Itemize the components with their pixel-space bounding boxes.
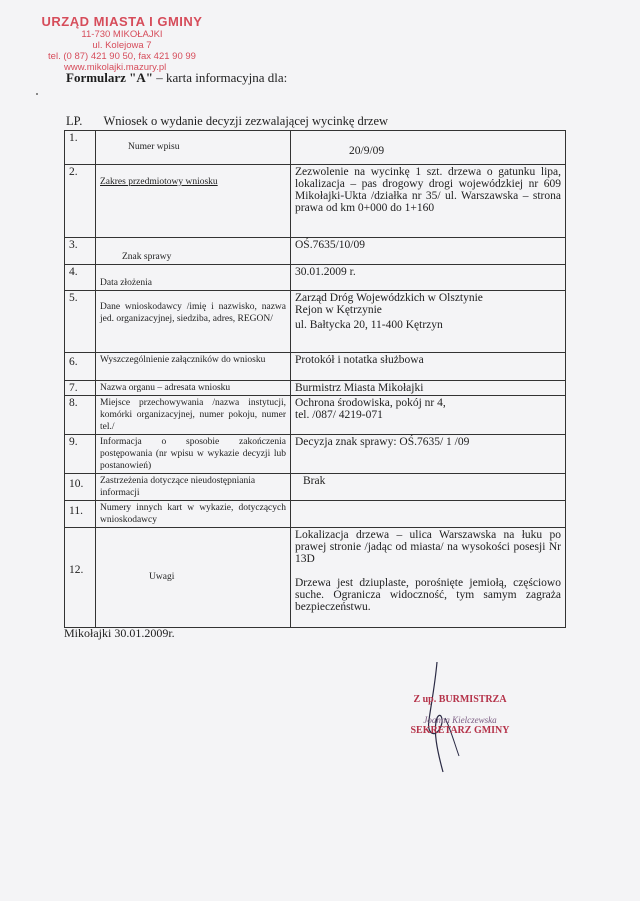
row-label: Dane wnioskodawcy /imię i nazwisko, nazwa jed. organizacyjnej, siedziba, adres, REGON/ xyxy=(96,291,291,353)
row-number: 7. xyxy=(65,381,96,396)
form-heading-rest: – karta informacyjna dla: xyxy=(153,70,288,85)
row-value: OŚ.7635/10/09 xyxy=(291,238,566,265)
signature-stamp-line1: Z up. BURMISTRZA xyxy=(413,694,507,705)
stamp-phone: tel. (0 87) 421 90 50, fax 421 90 99 xyxy=(48,51,196,62)
row-value: Burmistrz Miasta Mikołajki xyxy=(291,381,566,396)
row-label: Numery innych kart w wykazie, dotyczących wnioskodawcy xyxy=(96,501,291,528)
row-label: Miejsce przechowywania /nazwa instytucji, komórki organizacyjnej, numer pokoju, numer tel./ xyxy=(96,396,291,435)
table-row xyxy=(65,265,566,291)
row-label: Nazwa organu – adresata wniosku xyxy=(96,381,291,396)
stamp-postcode: 11-730 MIKOŁAJKI xyxy=(81,29,163,40)
row-value: Decyzja znak sprawy: OŚ.7635/ 1 /09 xyxy=(291,435,566,474)
table-row xyxy=(65,435,566,474)
remarks-location: Lokalizacja drzewa – ulica Warszawska na łuku po prawej stronie /jadąc od miasta/ na wysokości posesji Nr 13D xyxy=(295,529,561,565)
row-number: 12. xyxy=(65,528,96,628)
row-value: 20/9/09 xyxy=(291,131,566,165)
row-value xyxy=(291,501,566,528)
row-value: Protokół i notatka służbowa xyxy=(291,353,566,381)
table-row xyxy=(65,131,566,165)
signature-stamp-name: Joanna Kielczewska xyxy=(423,715,497,725)
table-caption xyxy=(66,114,388,129)
table-row xyxy=(65,165,566,238)
row-number: 11. xyxy=(65,501,96,528)
row-number: 6. xyxy=(65,353,96,381)
table-row xyxy=(65,528,566,628)
row-value xyxy=(291,291,566,353)
signature-stamp-title: SEKRETARZ GMINY xyxy=(410,725,510,736)
table-row xyxy=(65,501,566,528)
form-heading xyxy=(66,70,287,86)
row-number: 4. xyxy=(65,265,96,291)
row-number: 2. xyxy=(65,165,96,238)
row-label: Wyszczególnienie załączników do wniosku xyxy=(96,353,291,381)
remarks-condition: Drzewa jest dziuplaste, porośnięte jemiołą, częściowo suche. Ogranicza widoczność, tym samym zagraża bezpieczeństwu. xyxy=(295,577,561,613)
row-label: Data złożenia xyxy=(96,265,291,291)
row-number: 10. xyxy=(65,474,96,501)
applicant-branch: Rejon w Kętrzynie xyxy=(295,304,382,316)
row-number: 1. xyxy=(65,131,96,165)
table-row xyxy=(65,381,566,396)
row-label xyxy=(96,165,291,238)
row-value xyxy=(291,528,566,628)
row-number: 5. xyxy=(65,291,96,353)
stamp-office-name: URZĄD MIASTA I GMINY xyxy=(41,14,203,29)
row-label: Uwagi xyxy=(96,528,291,628)
row-value xyxy=(291,396,566,435)
place-and-date: Mikołajki 30.01.2009r. xyxy=(64,626,175,640)
applicant-name: Zarząd Dróg Wojewódzkich w Olsztynie xyxy=(295,292,483,304)
row-number: 3. xyxy=(65,238,96,265)
row-number: 9. xyxy=(65,435,96,474)
applicant-address: ul. Bałtycka 20, 11-400 Kętrzyn xyxy=(295,319,443,331)
table-row xyxy=(65,353,566,381)
stamp-website: www.mikolajki.mazury.pl xyxy=(64,62,167,73)
row-value: Zezwolenie na wycinkę 1 szt. drzewa o gatunku lipa, lokalizacja – pas drogowy drogi wojewódzkiej nr 609 Mikołajki-Ukta /działka nr 35/ ul. Warszawska – strona prawa od km 0+000 do 1+160 xyxy=(291,165,566,238)
row-number: 8. xyxy=(65,396,96,435)
row-value: 30.01.2009 r. xyxy=(291,265,566,291)
row-label-text: Zakres przedmiotowy wniosku xyxy=(100,177,218,187)
stamp-street: ul. Kolejowa 7 xyxy=(92,40,152,51)
scan-speck xyxy=(36,93,38,95)
row-label: Informacja o sposobie zakończenia postępowania (nr wpisu w wykazie decyzji lub postanowień) xyxy=(96,435,291,474)
storage-place: Ochrona środowiska, pokój nr 4, xyxy=(295,397,446,409)
table-row xyxy=(65,396,566,435)
info-card-table xyxy=(64,130,566,628)
table-row xyxy=(65,238,566,265)
row-value: Brak xyxy=(291,474,566,501)
form-heading-bold: Formularz "A" xyxy=(66,70,153,85)
lp-label: LP. xyxy=(66,114,83,128)
table-row xyxy=(65,474,566,501)
storage-phone: tel. /087/ 4219-071 xyxy=(295,409,383,421)
request-title: Wniosek o wydanie decyzji zezwalającej wycinkę drzew xyxy=(103,114,389,128)
table-row xyxy=(65,291,566,353)
row-label: Znak sprawy xyxy=(96,238,291,265)
office-stamp xyxy=(22,14,222,73)
row-label: Numer wpisu xyxy=(96,131,291,165)
signature-stamp xyxy=(395,694,525,736)
row-label: Zastrzeżenia dotyczące nieudostępniania informacji xyxy=(96,474,291,501)
